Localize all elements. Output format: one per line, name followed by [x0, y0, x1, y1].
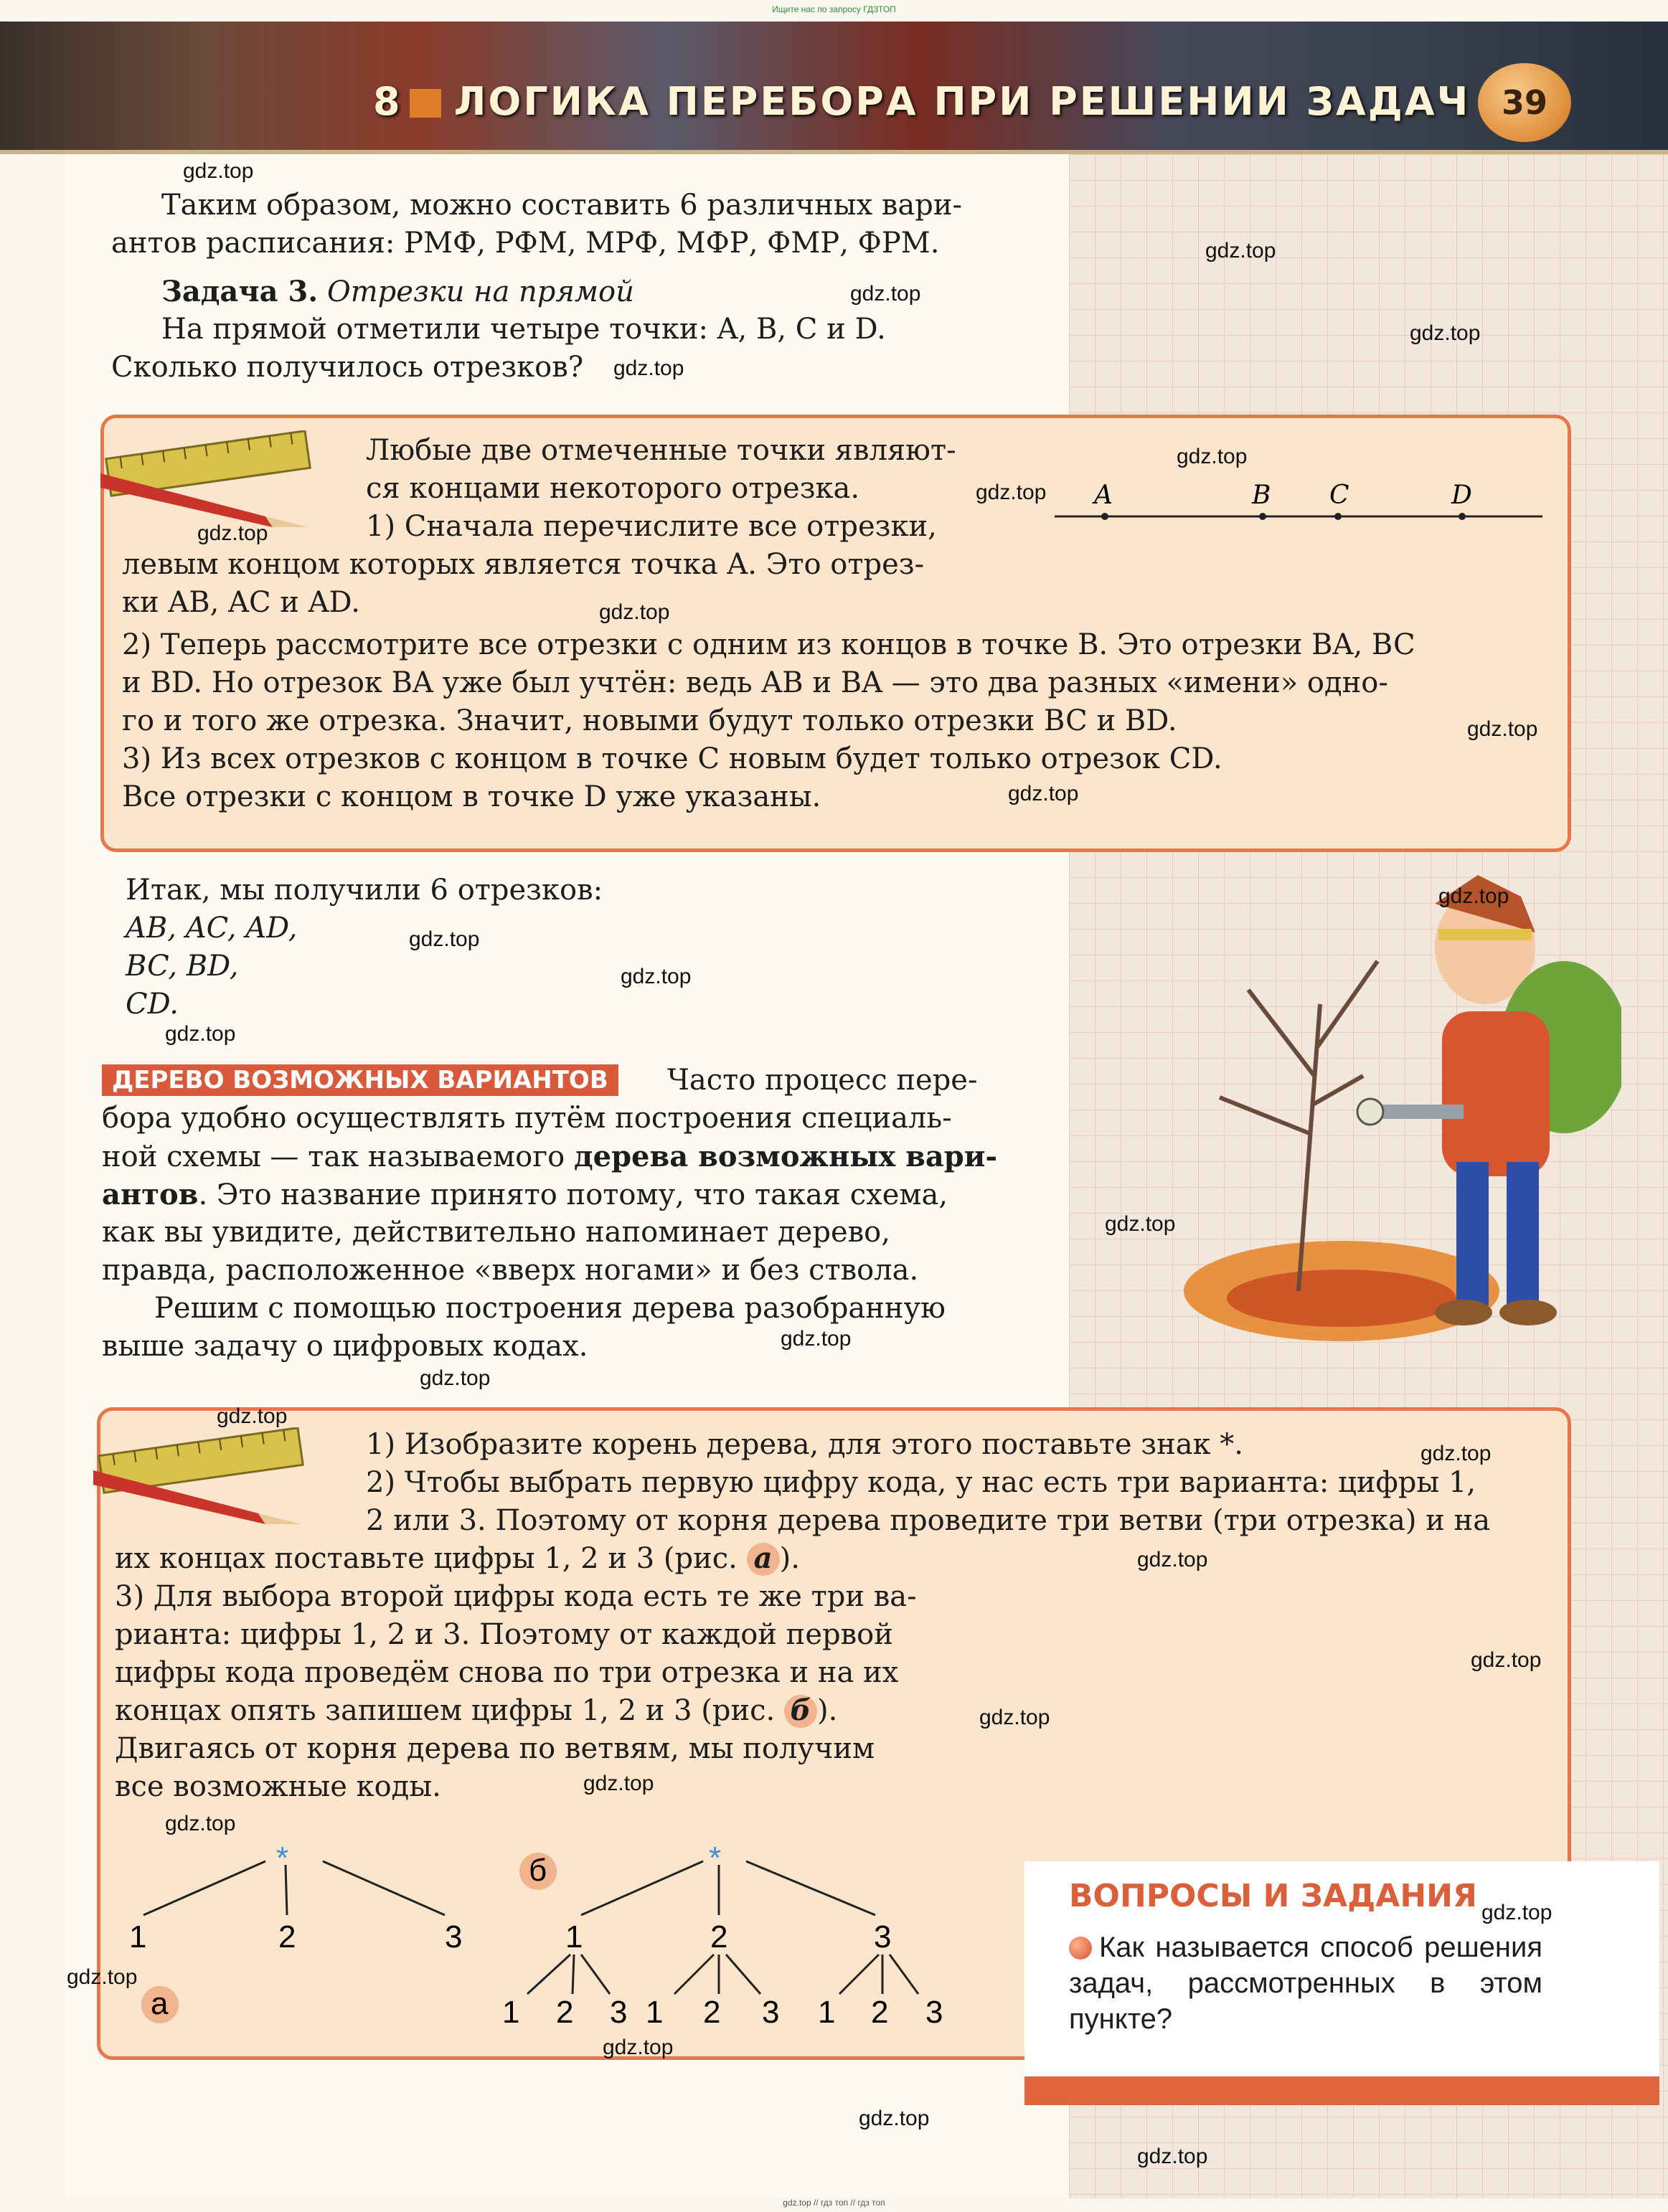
watermark: gdz.top [621, 965, 692, 988]
box2-line-8: концах опять запишем цифры 1, 2 и 3 (рис. б ). [115, 1693, 838, 1727]
questions-text: Как называется способ решения задач, рассмотренных в этом пункте? [1069, 1932, 1542, 2035]
tree-line-3: ной схемы — так называемого дерева возможных вари- [102, 1140, 998, 1173]
b-node-2: 2 [710, 1919, 728, 1955]
watermark: gdz.top [197, 521, 268, 545]
questions-title: ВОПРОСЫ И ЗАДАНИЯ [1069, 1878, 1477, 1914]
watermark: gdz.top [165, 1022, 236, 1046]
tree-line-7: Решим с помощью построения дерева разобранную [154, 1292, 946, 1325]
chapter-title [373, 79, 1470, 124]
tree-line-1: Часто процесс пере- [667, 1064, 978, 1097]
label-d: D [1451, 481, 1472, 510]
b-leaf-6: 3 [762, 1995, 780, 2030]
box2-line-6: рианта: цифры 1, 2 и 3. Поэтому от каждой первой [115, 1618, 893, 1651]
fig-b-marker: б [784, 1695, 817, 1728]
orange-square-icon [410, 89, 441, 118]
watermark: gdz.top [583, 1772, 654, 1795]
box1-line-5: ки AB, AC и AD. [122, 586, 360, 619]
b-leaf-7: 1 [818, 1995, 836, 2030]
section-tag: ДЕРЕВО ВОЗМОЖНЫХ ВАРИАНТОВ [102, 1064, 618, 1096]
watermark: gdz.top [1008, 782, 1079, 805]
label-c: C [1329, 481, 1349, 510]
watermark: gdz.top [1420, 1442, 1492, 1465]
intro-line-1: Таким образом, можно составить 6 различных вари- [161, 189, 963, 222]
tree-line-4: антов. Это название принято потому, что такая схема, [102, 1178, 948, 1211]
intro-line-2: антов расписания: РМФ, РФМ, МРФ, МФР, ФМР, ФРМ. [111, 227, 940, 260]
watermark: gdz.top [1467, 717, 1538, 741]
b-node-3: 3 [874, 1919, 892, 1955]
watermark: gdz.top [165, 1812, 236, 1835]
fig-a-label: а [151, 1986, 169, 2021]
point-a [1101, 513, 1108, 520]
result-line-2: AB, AC, AD, [126, 912, 298, 945]
watermark: gdz.top [1481, 1901, 1552, 1924]
box1-line-1: Любые две отмеченные точки являют- [366, 434, 956, 467]
box1-line-8: го и того же отрезка. Значит, новыми будут только отрезки BC и BD. [122, 704, 1177, 737]
box2-line-4: их концах поставьте цифры 1, 2 и 3 (рис. а ). [115, 1541, 800, 1575]
box1-line-7: и BD. Но отрезок BA уже был учтён: ведь AB и BA — это два разных «имени» одно- [122, 666, 1388, 699]
box2-line-3: 2 или 3. Поэтому от корня дерева проведите три ветви (три отрезка) и на [366, 1504, 1491, 1537]
watermark: gdz.top [859, 2107, 930, 2130]
watermark: gdz.top [409, 927, 480, 951]
box1-line-3: 1) Сначала перечислите все отрезки, [366, 510, 937, 543]
watermark: gdz.top [183, 159, 254, 183]
box1-line-9: 3) Из всех отрезков с концом в точке C новым будет только отрезок CD. [122, 742, 1222, 775]
watermark: gdz.top [420, 1366, 491, 1390]
fig-a-marker: а [747, 1543, 780, 1576]
chapter-title-text: ЛОГИКА ПЕРЕБОРА ПРИ РЕШЕНИИ ЗАДАЧ [453, 79, 1471, 124]
tree-line-8: выше задачу о цифровых кодах. [102, 1330, 588, 1363]
ruler-pencil-icon [86, 1427, 316, 1528]
a-node-2: 2 [278, 1919, 296, 1955]
b-leaf-2: 2 [556, 1995, 574, 2030]
watermark: gdz.top [1205, 239, 1276, 263]
point-d [1459, 513, 1466, 520]
tree-line-6: правда, расположенное «вверх ногами» и без ствола. [102, 1254, 919, 1287]
root-a: * [276, 1840, 289, 1876]
top-note: Ищите нас по запросу ГДЗТОП [772, 4, 896, 14]
boy-with-tree-illustration [1105, 861, 1621, 1377]
watermark: gdz.top [599, 600, 670, 624]
watermark: gdz.top [1137, 1548, 1208, 1571]
result-line-1: Итак, мы получили 6 отрезков: [126, 874, 603, 907]
box2-line-2: 2) Чтобы выбрать первую цифру кода, у нас есть три варианта: цифры 1, [366, 1466, 1476, 1499]
box1-line-2: ся концами некоторого отрезка. [366, 472, 860, 505]
chapter-number: 8 [373, 79, 402, 124]
tree-line-2: бора удобно осуществлять путём построения специаль- [102, 1102, 952, 1135]
watermark: gdz.top [1410, 321, 1481, 345]
task3-label: Задача 3. [161, 275, 319, 308]
b-leaf-9: 3 [925, 1995, 943, 2030]
watermark: gdz.top [850, 282, 921, 306]
watermark: gdz.top [613, 356, 684, 380]
box2-line-5: 3) Для выбора второй цифры кода есть те же три ва- [115, 1580, 917, 1613]
root-b: * [709, 1840, 722, 1876]
box1-line-4: левым концом которых является точка A. Это отрез- [122, 548, 925, 581]
result-line-3: BC, BD, [126, 950, 239, 983]
tree-line-5: как вы увидите, действительно напоминает дерево, [102, 1216, 890, 1249]
box1-line-6: 2) Теперь рассмотрите все отрезки с одним из концов в точке B. Это отрезки BA, BC [122, 628, 1415, 661]
a-node-1: 1 [129, 1919, 147, 1955]
point-c [1334, 513, 1342, 520]
label-a: A [1094, 481, 1113, 510]
task3-heading [161, 273, 634, 311]
watermark: gdz.top [1105, 1212, 1176, 1236]
box1-line-10: Все отрезки с концом в точке D уже указаны. [122, 780, 821, 813]
task3-line-1: На прямой отметили четыре точки: A, B, C и D. [161, 313, 886, 346]
b-leaf-8: 2 [871, 1995, 889, 2030]
points-on-line-diagram [1047, 473, 1550, 531]
box2-line-1: 1) Изобразите корень дерева, для этого поставьте знак *. [366, 1428, 1244, 1461]
task3-line-2: Сколько получилось отрезков? [111, 351, 584, 384]
watermark: gdz.top [979, 1706, 1050, 1729]
watermark: gdz.top [781, 1327, 852, 1351]
fig-b-label: б [529, 1853, 547, 1888]
b-node-1: 1 [565, 1919, 583, 1955]
watermark: gdz.top [1471, 1648, 1542, 1672]
watermark: gdz.top [603, 2036, 674, 2059]
watermark: gdz.top [976, 481, 1047, 504]
label-b: B [1252, 481, 1271, 510]
box2-line-10: все возможные коды. [115, 1770, 441, 1803]
page-number: 39 [1478, 63, 1571, 142]
b-leaf-5: 2 [703, 1995, 721, 2030]
box2-line-7: цифры кода проведём снова по три отрезка и на их [115, 1656, 899, 1689]
watermark: gdz.top [217, 1404, 288, 1428]
tree-diagrams [108, 1833, 1004, 2048]
box2-line-9: Двигаясь от корня дерева по ветвям, мы получим [115, 1732, 875, 1765]
bottom-note: gdz.top // гдз топ // гдз топ [783, 2198, 885, 2208]
task3-title: Отрезки на прямой [326, 275, 634, 308]
b-leaf-3: 3 [610, 1995, 628, 2030]
ruler-pencil-icon [93, 430, 323, 531]
watermark: gdz.top [1137, 2145, 1208, 2168]
point-b [1259, 513, 1266, 520]
watermark: gdz.top [67, 1965, 138, 1989]
b-leaf-1: 1 [502, 1995, 520, 2030]
watermark: gdz.top [1177, 445, 1248, 468]
a-node-3: 3 [445, 1919, 463, 1955]
b-leaf-4: 1 [646, 1995, 664, 2030]
result-line-4: CD. [126, 988, 179, 1021]
watermark: gdz.top [1438, 884, 1509, 908]
bullet-icon [1069, 1937, 1092, 1960]
